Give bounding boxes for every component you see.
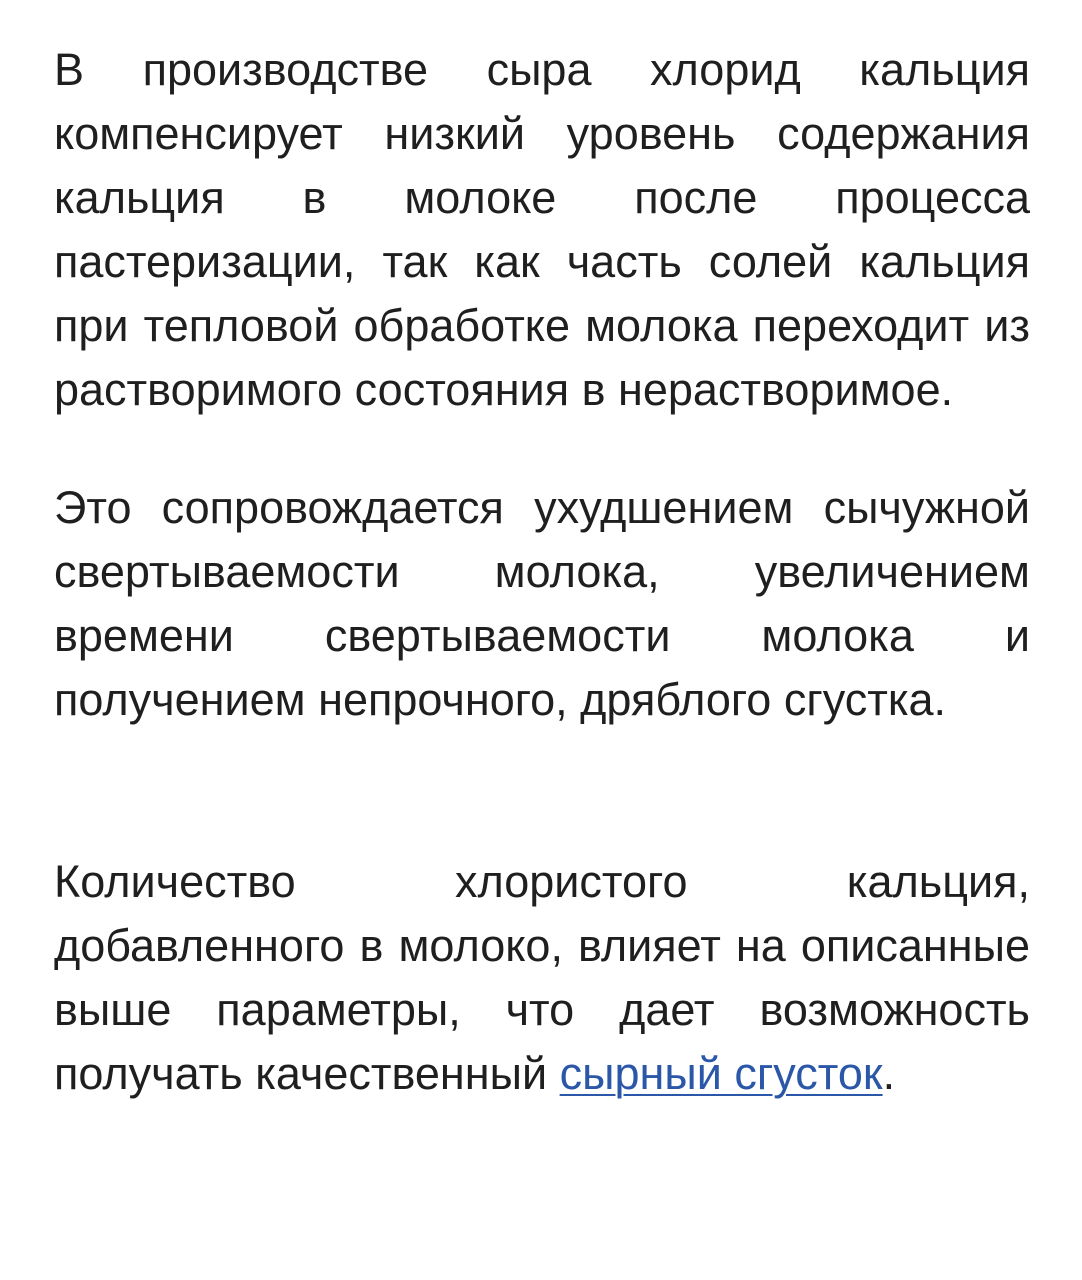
paragraph-coagulation-effects: Это сопровождается ухудшением сычужной свертываемости молока, увеличением времени свертываемости молока и получением непрочного, дряблого сгустка.: [54, 482, 1030, 725]
cheese-curd-link[interactable]: сырный сгусток: [559, 1048, 883, 1099]
paragraph-calcium-chloride-purpose: В производстве сыра хлорид кальция компенсирует низкий уровень содержания кальция в молоке после процесса пастеризации, так как часть солей кальция при тепловой обработке молока переходит из растворимого состояния в нерастворимое.: [54, 44, 1030, 415]
paragraph-dosage-text: Количество хлористого кальция, добавленного в молоко, влияет на описанные выше параметры, что дает возможность получать качественный: [54, 856, 1030, 1099]
paragraph-trailing-period: .: [882, 1048, 896, 1099]
article-body: [54, 38, 1030, 1106]
paragraph-dosage-influence: [54, 850, 1030, 1106]
